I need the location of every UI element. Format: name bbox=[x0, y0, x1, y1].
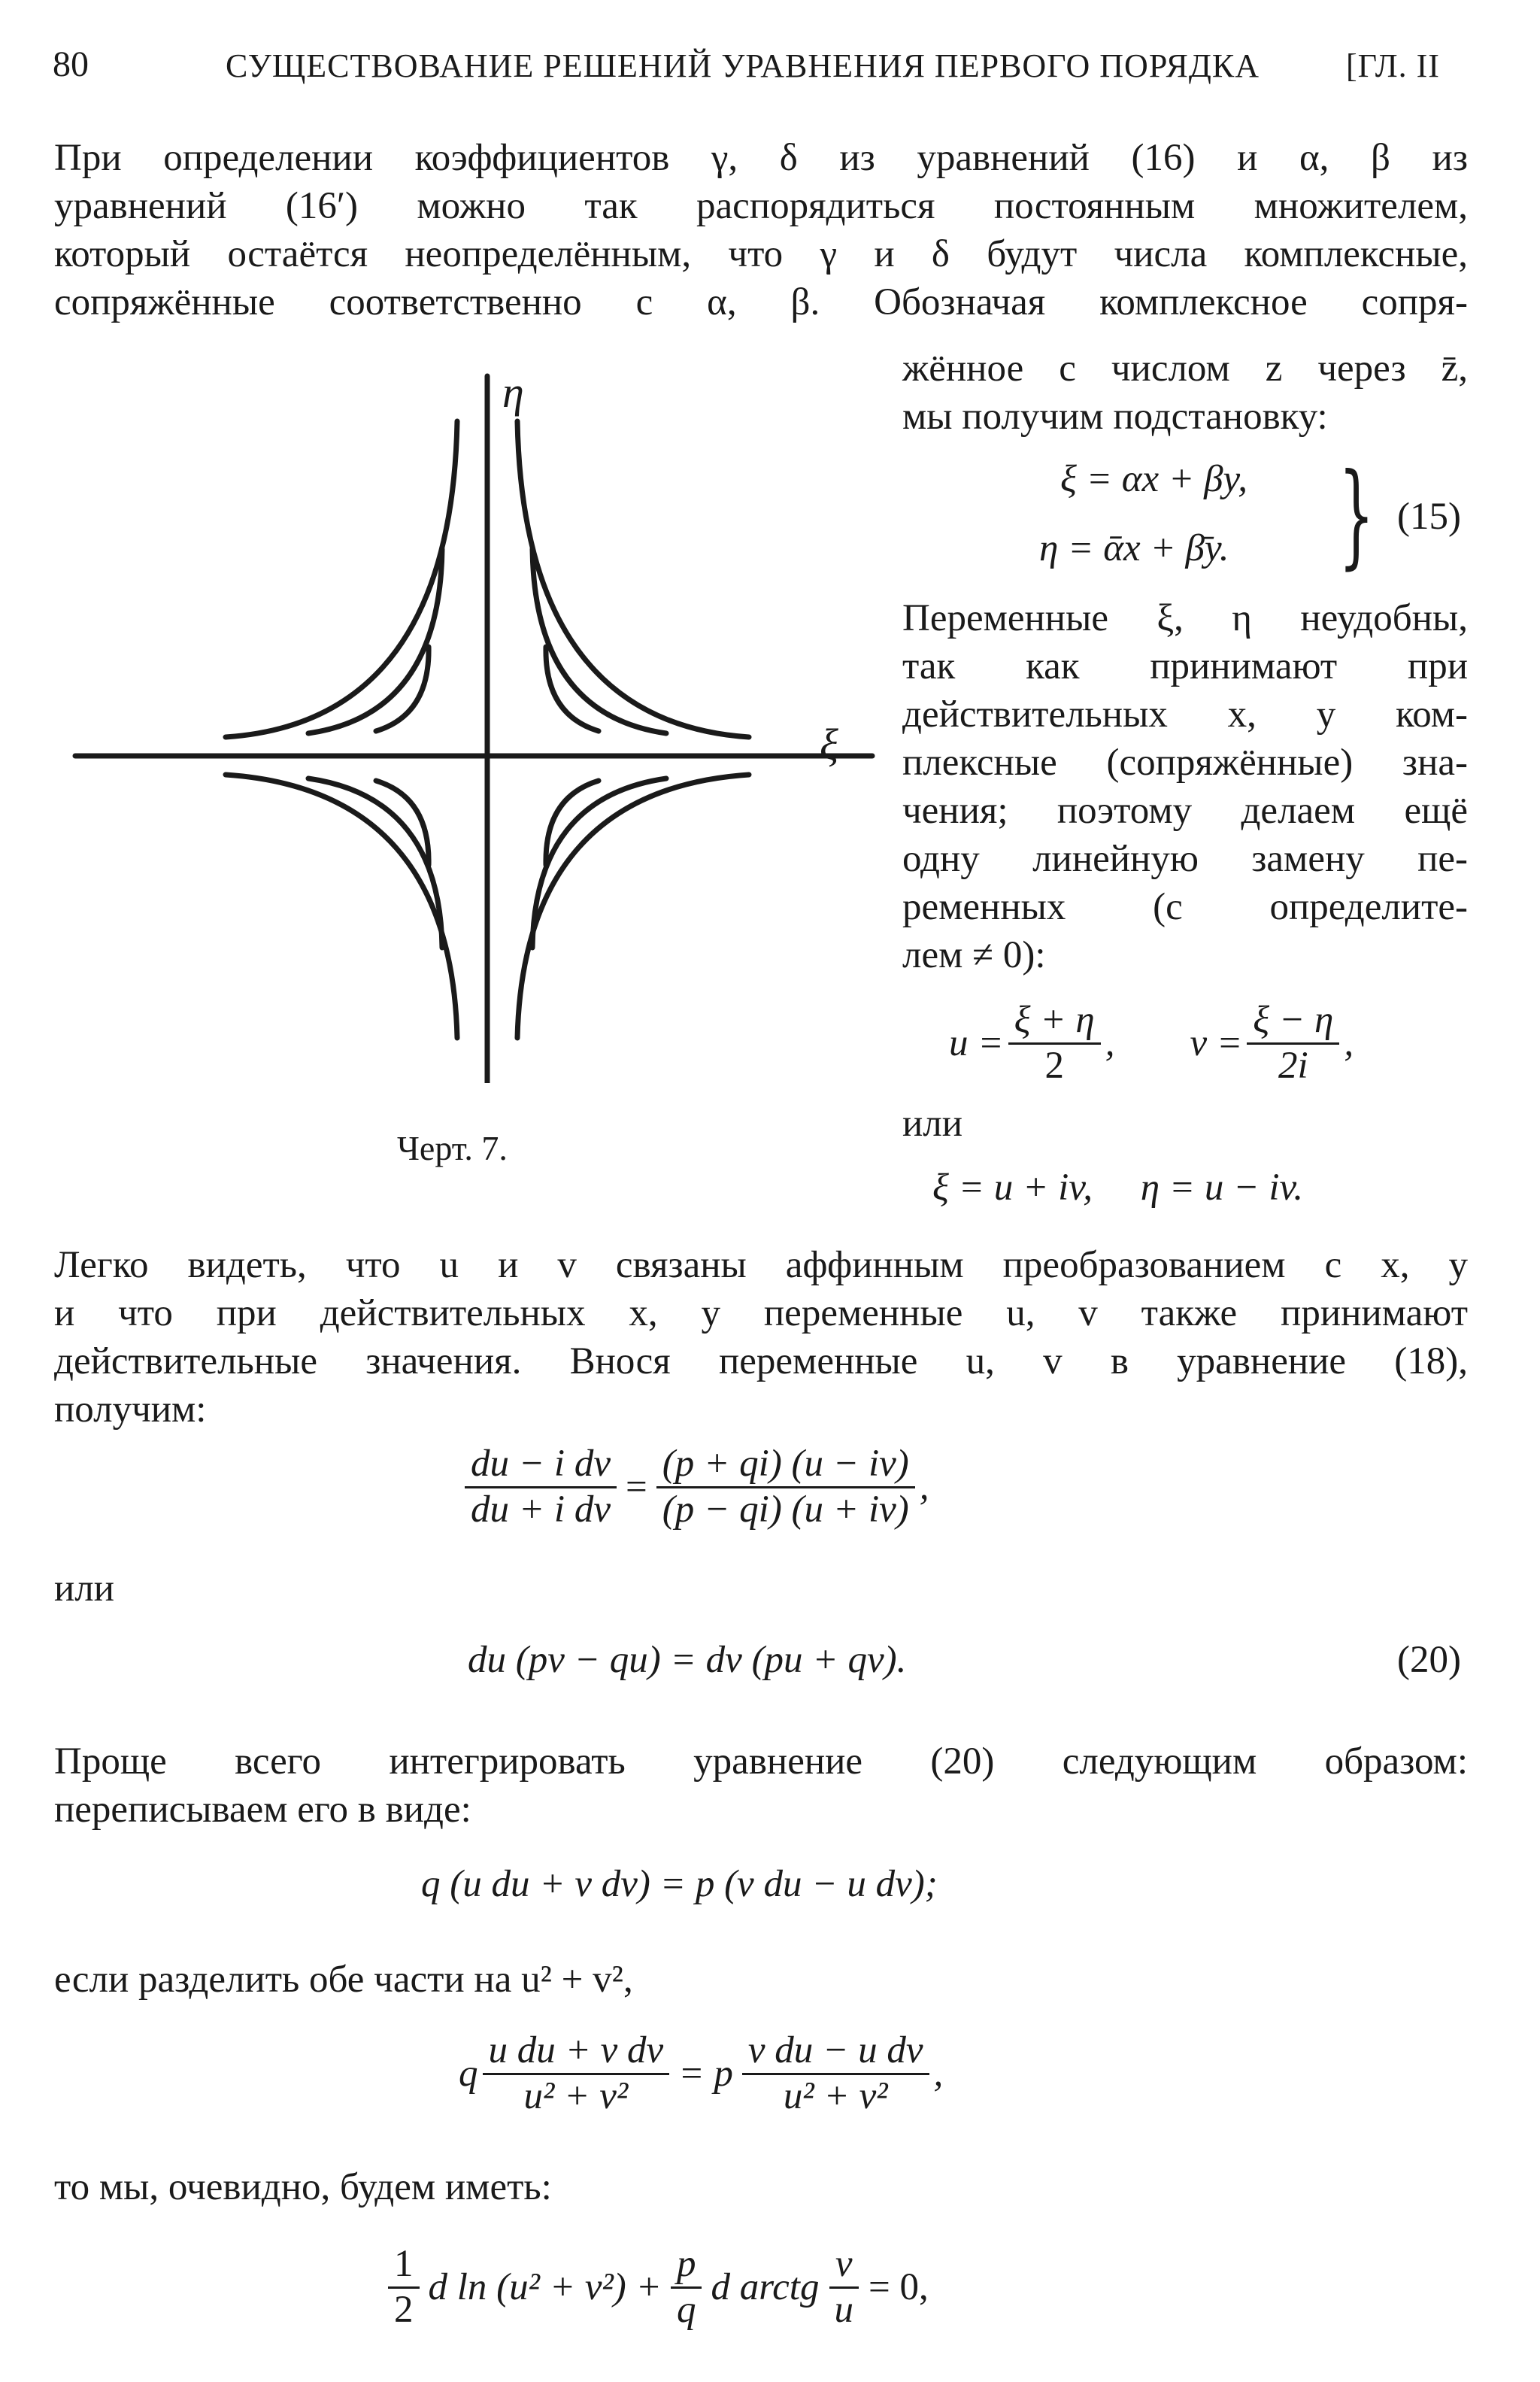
u-lhs: u = bbox=[949, 1022, 1004, 1065]
v-numerator: v bbox=[829, 2244, 859, 2289]
right-column-top bbox=[902, 344, 1468, 441]
eq15-line2: η = ᾱx + β̄y. bbox=[1039, 527, 1229, 569]
body-paragraph-1 bbox=[54, 1241, 1468, 1434]
text-line: Проще всего интегрировать уравнение (20) следующим образом: bbox=[54, 1740, 1468, 1783]
equals-p: = p bbox=[678, 2053, 733, 2095]
xi-eta-equation: ξ = u + iv, η = u − iv. bbox=[932, 1167, 1304, 1209]
top-paragraph bbox=[54, 134, 1468, 326]
rhs-numerator: v du − u dv bbox=[742, 2031, 929, 2075]
text-line: действительных x, y ком- bbox=[902, 693, 1468, 736]
running-title: СУЩЕСТВОВАНИЕ РЕШЕНИЙ УРАВНЕНИЯ ПЕРВОГО ПОРЯДКА bbox=[226, 47, 1260, 84]
q-denominator: q bbox=[676, 2288, 696, 2331]
u-denominator: u bbox=[834, 2288, 853, 2331]
text-line: Переменные ξ, η неудобны, bbox=[902, 597, 1468, 639]
half-denominator: 2 bbox=[394, 2288, 414, 2331]
eq20: du (pv − qu) = dv (pu + qv). bbox=[468, 1639, 907, 1681]
text-line: Легко видеть, что u и v связаны аффинным преобразованием с x, y bbox=[54, 1244, 1468, 1286]
right-column-paragraph bbox=[902, 594, 1468, 979]
p-over-q bbox=[671, 2244, 702, 2330]
lhs-denominator: u² + v² bbox=[523, 2074, 629, 2117]
rhs-denominator: u² + v² bbox=[783, 2074, 888, 2117]
eq15-number: (15) bbox=[1397, 496, 1461, 538]
arctg-term: d arctg bbox=[711, 2266, 820, 2309]
equals-sign: = bbox=[625, 1466, 647, 1509]
text-line: плексные (сопряжённые) зна- bbox=[902, 742, 1468, 784]
final-equation bbox=[383, 2244, 929, 2330]
lhs-denominator: du + i dv bbox=[471, 1488, 611, 1531]
hyperbola-curve bbox=[532, 549, 666, 733]
lhs-fraction bbox=[483, 2031, 670, 2116]
trailing-comma: , bbox=[933, 2053, 944, 2095]
half-fraction bbox=[388, 2244, 420, 2330]
u-fraction bbox=[1008, 1000, 1101, 1086]
hyperbola-curve bbox=[517, 775, 749, 1038]
v-fraction bbox=[1247, 1000, 1339, 1086]
figure-hyperbolas bbox=[60, 361, 895, 1083]
text-line: лем ≠ 0): bbox=[902, 934, 1046, 976]
divide-line: если разделить обе части на u² + v², bbox=[54, 1959, 633, 2001]
or-word-2: или bbox=[54, 1567, 115, 1610]
v-over-u bbox=[828, 2244, 859, 2330]
rhs-fraction bbox=[656, 1444, 915, 1530]
u-denominator: 2 bbox=[1044, 1044, 1064, 1087]
right-brace: } bbox=[1338, 450, 1375, 581]
hyperbola-curve bbox=[308, 549, 442, 733]
text-line: и что при действительных x, y переменные u, v также принимают bbox=[54, 1292, 1468, 1334]
text-line: жённое с числом z через z̄, bbox=[902, 347, 1468, 390]
text-line: сопряжённые соответственно с α, β. Обозначая комплексное сопря- bbox=[54, 281, 1468, 323]
hyperbola-curve bbox=[226, 775, 457, 1038]
eq-q: q (u du + v dv) = p (v du − u dv); bbox=[421, 1863, 938, 1905]
uv-equation bbox=[949, 1000, 1354, 1086]
lhs-fraction bbox=[465, 1444, 617, 1530]
chapter-mark: [ГЛ. II bbox=[1346, 47, 1440, 84]
rhs-fraction bbox=[742, 2031, 929, 2116]
v-lhs: v = bbox=[1190, 1022, 1243, 1065]
text-line: действительные значения. Внося переменные u, v в уравнение (18), bbox=[54, 1340, 1468, 1382]
axis-label-eta: η bbox=[502, 368, 524, 417]
q-factor: q bbox=[459, 2053, 478, 2095]
half-numerator: 1 bbox=[388, 2244, 420, 2289]
p-numerator: p bbox=[671, 2244, 702, 2289]
text-line: получим: bbox=[54, 1388, 207, 1431]
text-line: ременных (с определите- bbox=[902, 886, 1468, 928]
division-equation bbox=[459, 2031, 943, 2116]
or-word: или bbox=[902, 1103, 963, 1145]
text-line: так как принимают при bbox=[902, 645, 1468, 687]
v-numerator: ξ − η bbox=[1247, 1000, 1339, 1045]
equals-zero: = 0, bbox=[868, 2266, 929, 2309]
v-sep: , bbox=[1344, 1022, 1354, 1065]
text-line: мы получим подстановку: bbox=[902, 396, 1328, 438]
page-number: 80 bbox=[53, 44, 89, 84]
text-line: переписываем его в виде: bbox=[54, 1789, 471, 1831]
text-line: одну линейную замену пе- bbox=[902, 838, 1468, 880]
text-line: чения; поэтому делаем ещё bbox=[902, 790, 1468, 832]
u-numerator: ξ + η bbox=[1008, 1000, 1101, 1045]
text-line: При определении коэффициентов γ, δ из уравнений (16) и α, β из bbox=[54, 137, 1468, 179]
text-line: который остаётся неопределённым, что γ и δ будут числа комплексные, bbox=[54, 233, 1468, 275]
figure-caption: Черт. 7. bbox=[397, 1129, 508, 1167]
eq20-number: (20) bbox=[1397, 1639, 1461, 1681]
v-denominator: 2i bbox=[1278, 1044, 1308, 1087]
hyperbola-curve bbox=[532, 778, 666, 948]
hyperbola-curve bbox=[308, 778, 442, 948]
ln-term: d ln (u² + v²) + bbox=[428, 2266, 662, 2309]
then-line: то мы, очевидно, будем иметь: bbox=[54, 2166, 552, 2208]
fraction-equation bbox=[460, 1444, 929, 1530]
lhs-numerator: du − i dv bbox=[465, 1444, 617, 1488]
rhs-denominator: (p − qi) (u + iv) bbox=[662, 1488, 909, 1531]
u-sep: , bbox=[1105, 1022, 1115, 1065]
trailing-comma: , bbox=[919, 1466, 929, 1509]
eq15-line1: ξ = αx + βy, bbox=[1060, 458, 1248, 500]
rhs-numerator: (p + qi) (u − iv) bbox=[656, 1444, 915, 1488]
body-paragraph-2 bbox=[54, 1737, 1468, 1834]
text-line: уравнений (16′) можно так распорядиться постоянным множителем, bbox=[54, 185, 1468, 227]
lhs-numerator: u du + v dv bbox=[483, 2031, 670, 2075]
axis-label-xi: ξ bbox=[820, 720, 838, 769]
